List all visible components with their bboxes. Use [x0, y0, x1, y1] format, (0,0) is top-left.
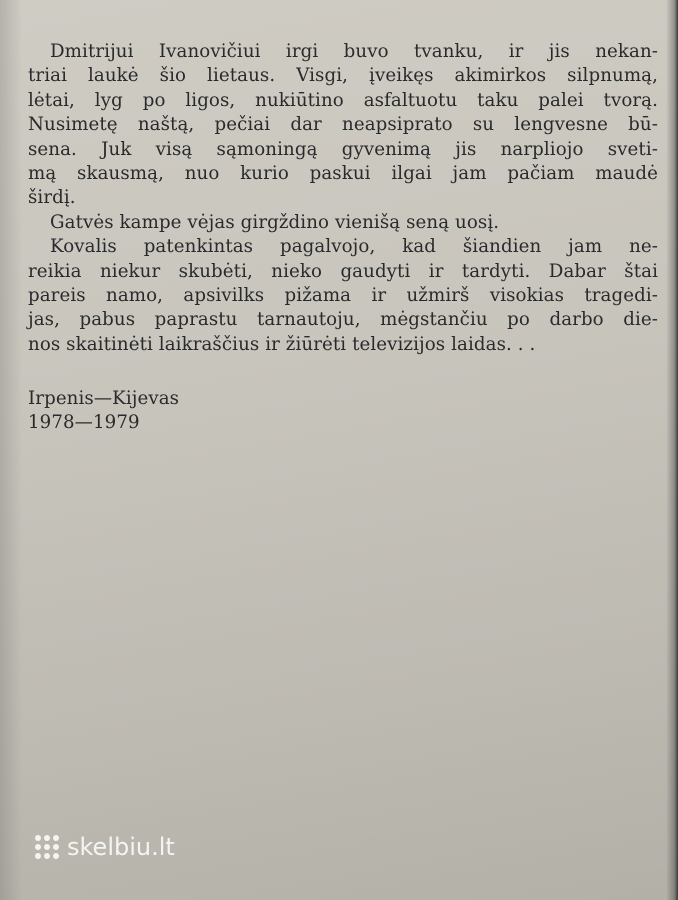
- paragraph-1: [28, 40, 658, 211]
- text-line: Dmitrijui Ivanovičiui irgi buvo tvanku, ir jis nekan-: [50, 41, 658, 62]
- signature-years: 1978—1979: [28, 412, 140, 434]
- text-line: lėtai, lyg po ligos, nukiūtino asfaltuotu taku palei tvorą.: [28, 89, 658, 111]
- text-line: sena. Juk visą sąmoningą gyvenimą jis narpliojo sveti-: [28, 138, 658, 160]
- page-edge: [666, 0, 678, 900]
- watermark: [35, 833, 175, 861]
- paragraph-3: [28, 235, 658, 357]
- page-shadow: [0, 0, 22, 900]
- text-line: pareis namo, apsivilks pižama ir užmirš visokias tragedi-: [28, 284, 658, 306]
- dots-grid-icon: [35, 835, 59, 859]
- paragraph-2: [28, 211, 658, 235]
- book-page-text: [28, 40, 658, 436]
- text-line: Kovalis patenkintas pagalvojo, kad šiandien jam ne-: [50, 236, 658, 258]
- text-line: Nusimetę naštą, pečiai dar neapsiprato su lengvesne bū-: [28, 114, 658, 136]
- text-line: triai laukė šio lietaus. Visgi, įveikęs akimirkos silpnumą,: [28, 65, 658, 87]
- signature-place: Irpenis—Kijevas: [28, 388, 180, 410]
- text-line: mą skausmą, nuo kurio paskui ilgai jam pačiam maudė: [28, 162, 658, 184]
- text-line: nos skaitinėti laikraščius ir žiūrėti televizijos laidas. . .: [28, 333, 536, 355]
- text-line: jas, pabus paprastu tarnautoju, mėgstančiu po darbo die-: [28, 309, 658, 331]
- text-line: Gatvės kampe vėjas girgždino vienišą seną uosį.: [50, 211, 500, 233]
- text-line: reikia niekur skubėti, nieko gaudyti ir tardyti. Dabar štai: [28, 260, 658, 282]
- signature: [28, 387, 658, 436]
- watermark-text: skelbiu.lt: [67, 833, 175, 861]
- text-line: širdį.: [28, 187, 76, 209]
